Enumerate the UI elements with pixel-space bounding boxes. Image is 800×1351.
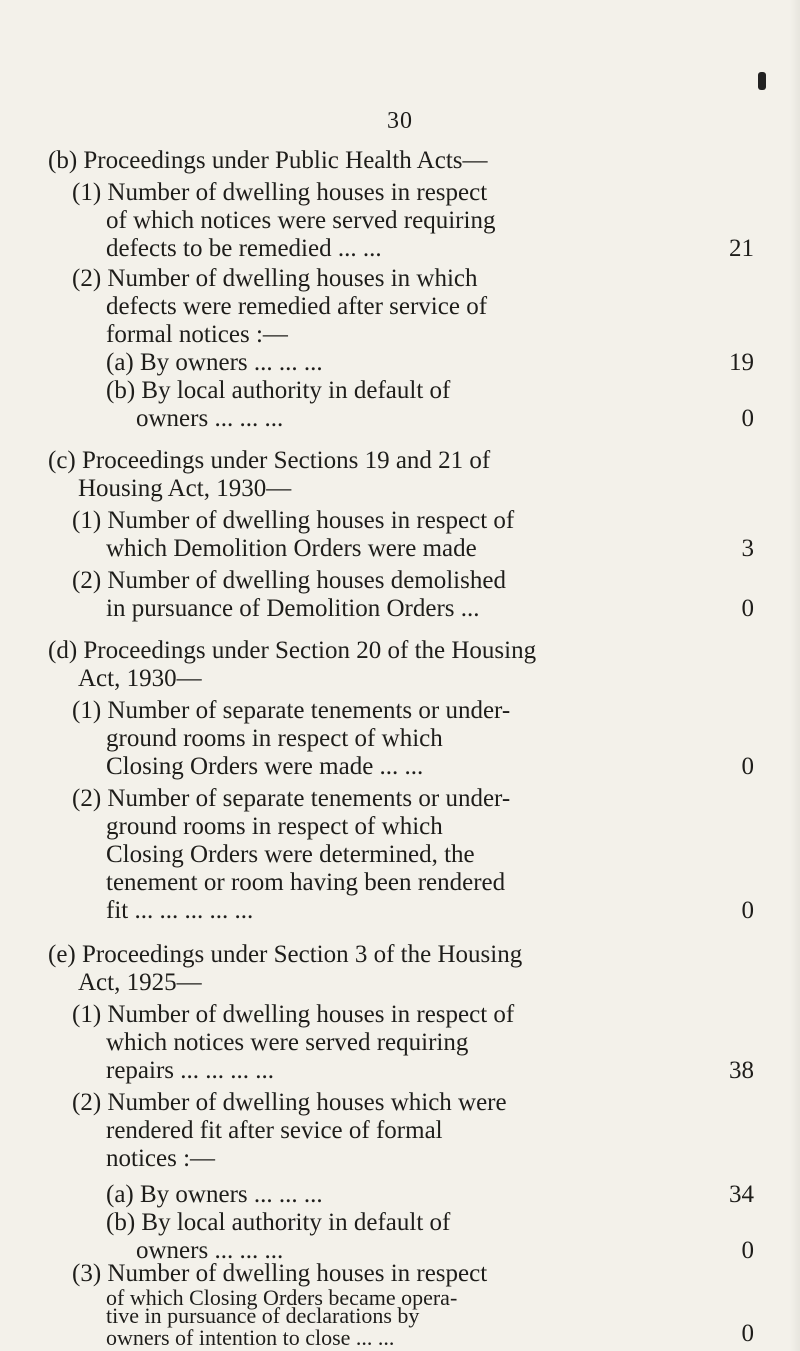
value-demolition-orders: 3 [741, 535, 754, 562]
text-line: (2) Number of dwelling houses in which [72, 265, 478, 292]
text-line: defects were remedied after service of [106, 293, 488, 320]
value-closing-orders-made: 0 [741, 753, 754, 780]
text-line: ground rooms in respect of which [106, 725, 443, 752]
value-fit-by-authority: 0 [741, 1237, 754, 1264]
text-line: (1) Number of dwelling houses in respect of [72, 1001, 515, 1028]
text-line: (1) Number of dwelling houses in respect of [72, 507, 515, 534]
text-line: tive in pursuance of declarations by [106, 1303, 420, 1328]
text-line: of which notices were served requiring [106, 207, 496, 234]
text-line: (b) By local authority in default of [106, 377, 451, 404]
text-line: which notices were served requiring [106, 1029, 469, 1056]
text-line: (3) Number of dwelling houses in respect [72, 1260, 488, 1287]
value-closing-orders-operative: 0 [741, 1320, 754, 1347]
text-line: Closing Orders were determined, the [106, 841, 475, 868]
text-line: Act, 1930— [78, 665, 202, 692]
section-b-heading: (b) Proceedings under Public Health Acts— [48, 147, 488, 174]
text-line: notices :— [106, 1145, 216, 1172]
text-line: rendered fit after sevice of formal [106, 1117, 443, 1144]
text-line: formal notices :— [106, 321, 288, 348]
text-line: which Demolition Orders were made [106, 535, 477, 562]
section-c-heading: (c) Proceedings under Sections 19 and 21 of [48, 447, 491, 474]
text-line: (2) Number of dwelling houses demolished [72, 567, 506, 594]
value-notices-served: 21 [729, 235, 754, 262]
text-line: repairs ... ... ... ... [106, 1057, 275, 1084]
text-line: (b) By local authority in default of [106, 1209, 451, 1236]
page-number: 30 [387, 108, 413, 134]
corner-ink-mark [758, 72, 766, 90]
text-line: of which Closing Orders became opera- [106, 1285, 458, 1310]
text-line: (1) Number of dwelling houses in respect [72, 179, 488, 206]
text-line: owners of intention to close ... ... [106, 1325, 395, 1350]
page-edge-shadow [790, 0, 800, 1351]
section-d-heading: (d) Proceedings under Section 20 of the Housing [48, 637, 537, 664]
text-line: owners ... ... ... [136, 1237, 284, 1264]
value-houses-demolished: 0 [741, 595, 754, 622]
text-line: fit ... ... ... ... ... [106, 897, 254, 924]
text-line: Housing Act, 1930— [78, 475, 292, 502]
text-line: owners ... ... ... [136, 405, 284, 432]
text-line: ground rooms in respect of which [106, 813, 443, 840]
text-line: (a) By owners ... ... ... [106, 1181, 323, 1208]
text-line: Act, 1925— [78, 969, 202, 996]
text-line: (a) By owners ... ... ... [106, 349, 323, 376]
value-closing-orders-determined: 0 [741, 897, 754, 924]
section-e-heading: (e) Proceedings under Section 3 of the Housing [48, 941, 523, 968]
value-remedied-by-owners: 19 [729, 349, 754, 376]
text-line: defects to be remedied ... ... [106, 235, 382, 262]
text-line: in pursuance of Demolition Orders ... [106, 595, 480, 622]
text-line: Closing Orders were made ... ... [106, 753, 424, 780]
value-fit-by-owners: 34 [729, 1181, 754, 1208]
value-remedied-by-authority: 0 [741, 405, 754, 432]
text-line: tenement or room having been rendered [106, 869, 506, 896]
value-repair-notices: 38 [729, 1057, 754, 1084]
text-line: (2) Number of separate tenements or under- [72, 785, 511, 812]
text-line: (2) Number of dwelling houses which were [72, 1089, 507, 1116]
text-line: (1) Number of separate tenements or under- [72, 697, 511, 724]
